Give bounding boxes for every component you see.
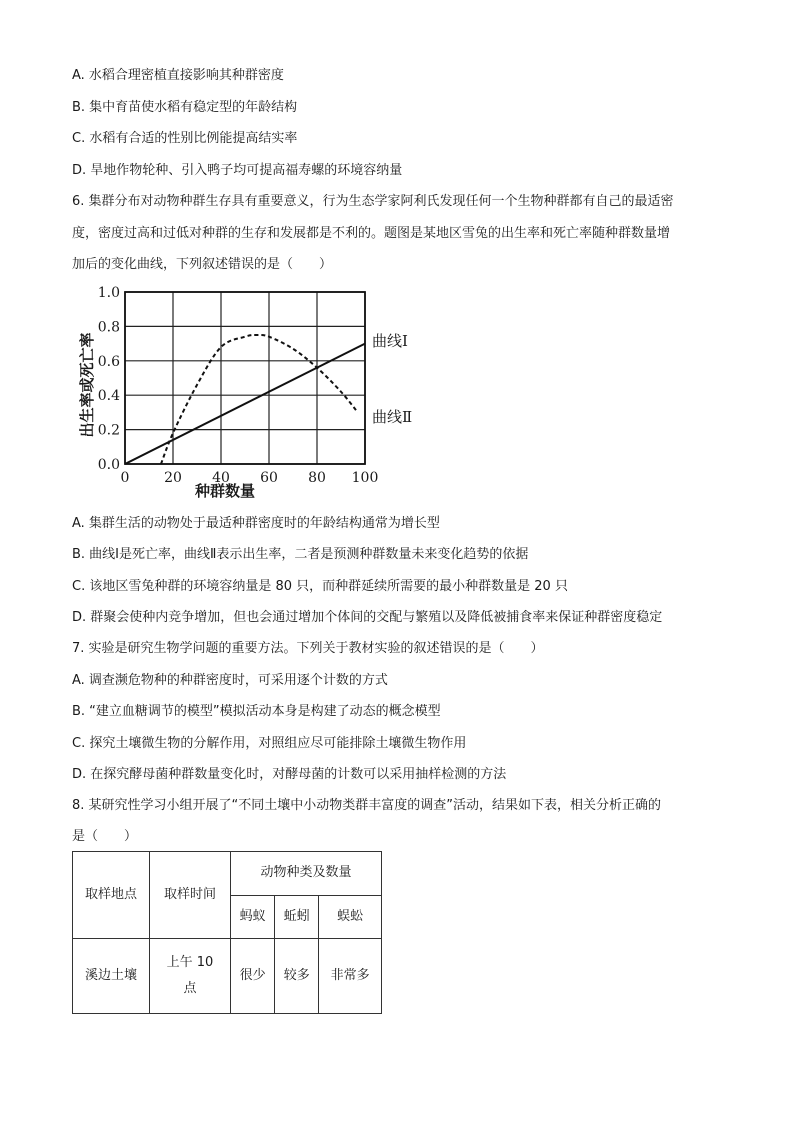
q5-option-c: C. 水稻有合适的性别比例能提高结实率 [72,131,298,146]
q5-option-d: D. 旱地作物轮种、引入鸭子均可提高福寿螺的环境容纳量 [72,163,403,178]
q7-option-b: B. “建立血糖调节的模型”模拟活动本身是构建了动态的概念模型 [72,704,441,719]
x-tick-label: 40 [212,470,230,486]
header-ant: 蚂蚁 [231,895,275,939]
soil-animal-table [72,851,382,1014]
header-site: 取样地点 [73,852,150,939]
cell-ant: 很少 [231,939,275,1014]
q7-option-c: C. 探究土壤微生物的分解作用，对照组应尽可能排除土壤微生物作用 [72,736,467,751]
birth-death-rate-chart [70,280,430,510]
y-tick-label: 1.0 [97,285,120,301]
chart-grid [125,292,365,464]
cell-time [150,939,231,1014]
chart-frame [125,292,365,464]
q8-stem-line-2: 是（ ） [72,829,138,844]
series-label-curve-1: 曲线Ⅰ [372,332,408,350]
q6-option-b: B. 曲线Ⅰ是死亡率，曲线Ⅱ表示出生率，二者是预测种群数量未来变化趋势的依据 [72,547,529,562]
q5-option-b: B. 集中育苗使水稻有稳定型的年龄结构 [72,100,298,115]
cell-time-line-1: 上午 10 [166,955,214,970]
y-tick-label: 0.0 [97,457,120,473]
q7-option-a: A. 调查濒危物种的种群密度时，可采用逐个计数的方式 [72,673,388,688]
header-animal-group: 动物种类及数量 [231,852,382,896]
q6-option-c: C. 该地区雪兔种群的环境容纳量是 80 只，而种群延续所需要的最小种群数量是 20 只 [72,579,568,594]
q6-option-d: D. 群聚会使种内竞争增加，但也会通过增加个体间的交配与繁殖以及降低被捕食率来保证种群密度稳定 [72,610,663,625]
q6-option-a: A. 集群生活的动物处于最适种群密度时的年龄结构通常为增长型 [72,516,440,531]
cell-centipede: 非常多 [319,939,382,1014]
y-axis-label: 出生率或死亡率 [78,332,96,438]
cell-earthworm: 较多 [275,939,319,1014]
x-tick-label: 20 [164,470,182,486]
plot-border [125,292,365,464]
q5-option-a: A. 水稻合理密植直接影响其种群密度 [72,68,284,83]
y-axis-ticks [98,285,120,473]
q7-option-d: D. 在探究酵母菌种群数量变化时，对酵母菌的计数可以采用抽样检测的方法 [72,767,507,782]
q6-stem-line-1: 6. 集群分布对动物种群生存具有重要意义，行为生态学家阿利氏发现任何一个生物种群都有自己的最适密 [72,194,674,209]
cell-time-line-2: 点 [183,981,197,996]
x-tick-label: 80 [308,470,326,486]
x-axis-label: 种群数量 [194,482,256,500]
x-tick-label: 60 [260,470,278,486]
y-tick-label: 0.2 [97,422,120,439]
x-tick-label: 0 [120,470,130,486]
y-tick-label: 0.6 [97,353,120,370]
x-tick-label: 100 [351,470,379,486]
y-tick-label: 0.8 [97,319,120,336]
table-header-row [73,852,382,896]
y-tick-label: 0.4 [97,388,120,405]
header-centipede: 蜈蚣 [319,895,382,939]
q7-stem: 7. 实验是研究生物学问题的重要方法。下列关于教材实验的叙述错误的是（ ） [72,641,544,656]
table-row [73,939,382,1014]
series-line-2 [161,335,358,464]
chart-series [125,335,365,464]
cell-site: 溪边土壤 [73,939,150,1014]
header-time: 取样时间 [150,852,231,939]
series-label-curve-2: 曲线Ⅱ [372,408,413,426]
header-earthworm: 蚯蚓 [275,895,319,939]
q8-stem-line-1: 8. 某研究性学习小组开展了“不同土壤中小动物类群丰富度的调查”活动，结果如下表，相关分析正确的 [72,798,662,813]
q6-stem-line-2: 度，密度过高和过低对种群的生存和发展都是不利的。题图是某地区雪兔的出生率和死亡率随种群数量增 [72,226,671,241]
q6-stem-line-3: 加后的变化曲线，下列叙述错误的是（ ） [72,257,333,272]
series-line-1 [125,344,365,464]
